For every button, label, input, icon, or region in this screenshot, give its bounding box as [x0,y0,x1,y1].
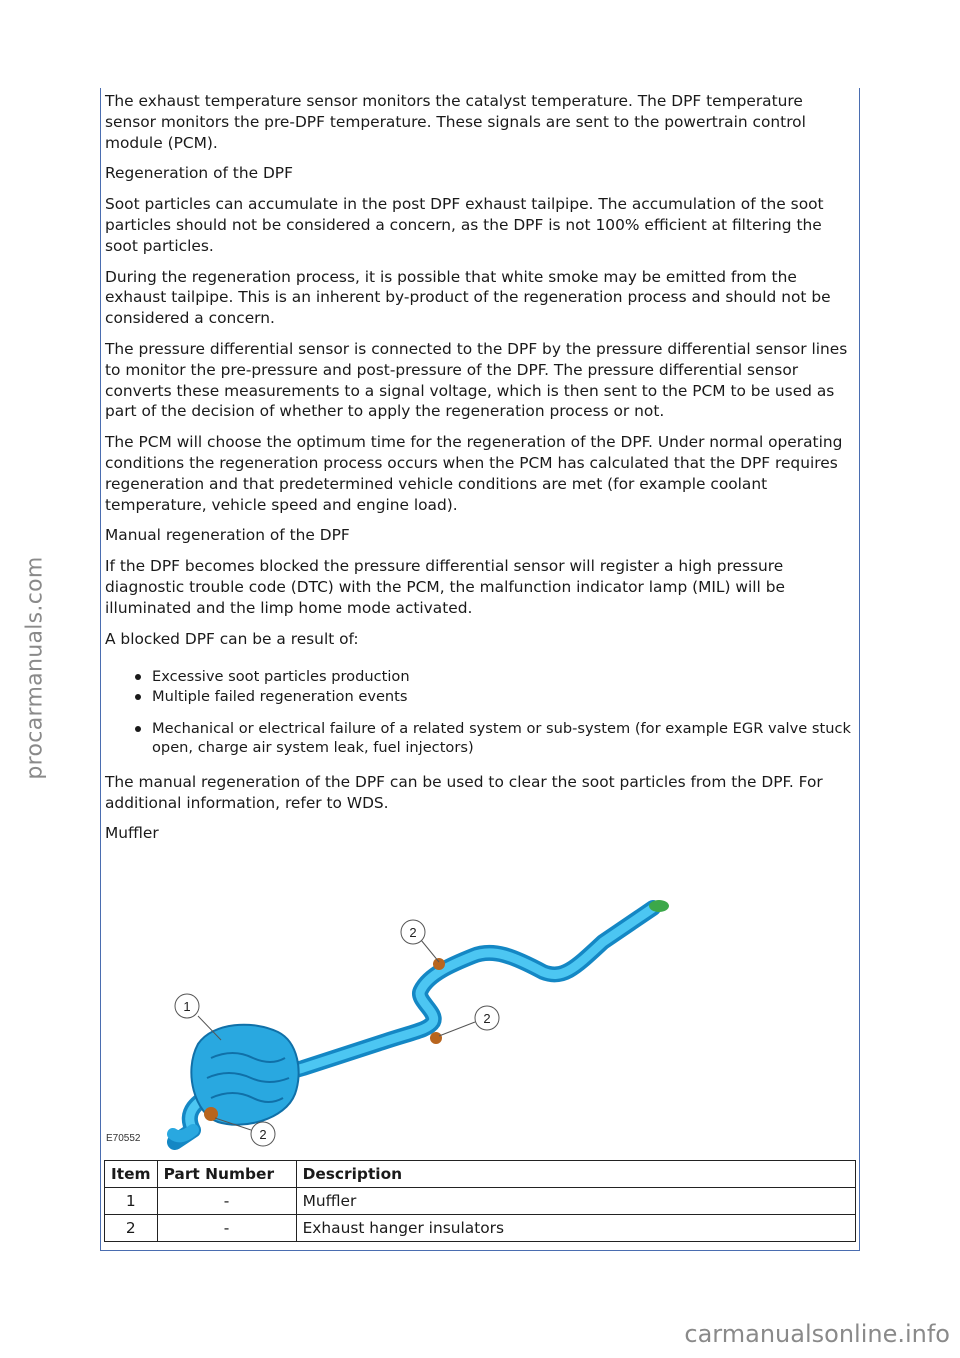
callout-label: 2 [409,925,417,940]
muffler-illustration [103,872,853,1152]
list-item: Multiple failed regeneration events [105,687,853,707]
heading-muffler: Muffler [105,824,159,843]
parts-table [104,1160,856,1242]
document-body [105,91,853,854]
insulator [433,958,445,970]
figure-id-label: E70552 [106,1133,141,1144]
callout-label: 2 [483,1011,491,1026]
bottom-watermark: carmanualsonline.info [684,1320,950,1348]
cell-item: 2 [105,1215,158,1242]
paragraph-white-smoke: During the regeneration process, it is possible that white smoke may be emitted from the exhaust tailpipe. This is an inherent by-product of the regeneration process and should not be considered a concern. [105,267,831,328]
table-row [105,1215,856,1242]
paragraph-blocked-causes: A blocked DPF can be a result of: [105,629,359,648]
heading-regeneration: Regeneration of the DPF [105,164,293,183]
paragraph-pcm: The PCM will choose the optimum time for the regeneration of the DPF. Under normal operating conditions the regeneration process occurs when the PCM has calculated that the DPF requires regeneration and that predetermined vehicle conditions are met (for example coolant temperature, vehicle speed and engine load). [105,433,843,514]
cell-part-number: - [157,1215,296,1242]
paragraph-pressure-sensor: The pressure differential sensor is connected to the DPF by the pressure differential sensor lines to monitor the pre-pressure and post-pressure of the DPF. The pressure differential sensor converts these measurements to a signal voltage, which is then sent to the PCM to be used as part of the decision of whether to apply the regeneration process or not. [105,339,848,421]
header-description: Description [296,1161,855,1188]
paragraph-sensors: The exhaust temperature sensor monitors the catalyst temperature. The DPF temperature sensor monitors the pre-DPF temperature. These signals are sent to the powertrain control module (PCM). [105,92,806,152]
cell-description: Muffler [296,1188,855,1215]
insulator [430,1032,442,1044]
cell-description: Exhaust hanger insulators [296,1215,855,1242]
side-watermark-text: procarmanuals.com [22,556,48,780]
cell-item: 1 [105,1188,158,1215]
paragraph-soot: Soot particles can accumulate in the post DPF exhaust tailpipe. The accumulation of the soot particles should not be considered a concern, as the DPF is not 100% efficient at filtering the soot particles. [105,195,824,255]
pipe-flange [649,900,669,912]
cell-part-number: - [157,1188,296,1215]
header-item: Item [105,1161,158,1188]
insulator [204,1107,218,1121]
paragraph-blocked-dpf: If the DPF becomes blocked the pressure differential sensor will register a high pressure diagnostic trouble code (DTC) with the PCM, the malfunction indicator lamp (MIL) will be illuminated and the limp home mode activated. [105,557,785,617]
list-item: Excessive soot particles production [105,667,853,687]
table-header-row [105,1161,856,1188]
list-item: Mechanical or electrical failure of a related system or sub-system (for example EGR valve stuck open, charge air system leak, fuel injectors) [105,719,853,758]
causes-list [105,667,853,757]
side-watermark [18,0,52,1358]
callout-label: 2 [259,1127,267,1142]
table-row [105,1188,856,1215]
header-part-number: Part Number [157,1161,296,1188]
paragraph-manual-regen: The manual regeneration of the DPF can be used to clear the soot particles from the DPF. For additional information, refer to WDS. [105,772,823,812]
heading-manual-regeneration: Manual regeneration of the DPF [105,526,350,545]
callout-label: 1 [183,999,191,1014]
